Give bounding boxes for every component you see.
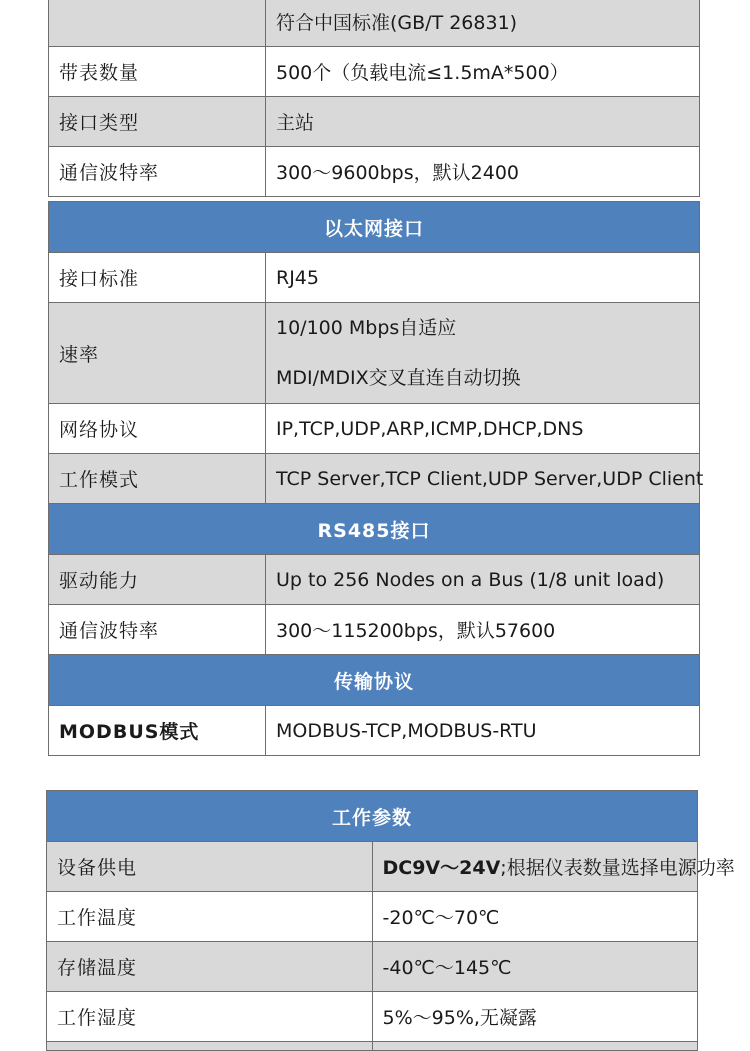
row-label: 通信波特率 <box>49 605 266 655</box>
row-label: 接口类型 <box>49 97 266 147</box>
modbus-label: MODBUS模式 <box>59 721 200 743</box>
section-header <box>49 202 700 253</box>
row-label: 网络协议 <box>49 404 266 454</box>
row-value <box>372 842 735 892</box>
row-label: 接口标准 <box>49 253 266 303</box>
row-label: 设备供电 <box>47 842 373 892</box>
row-label: 驱动能力 <box>49 555 266 605</box>
row-value <box>266 303 700 404</box>
power-note: ;根据仪表数量选择电源功率 <box>500 857 735 879</box>
table-row <box>49 404 700 454</box>
row-label: 速率 <box>49 303 266 404</box>
table-row <box>47 892 698 942</box>
row-label: 存储温度 <box>47 942 373 992</box>
table-row <box>49 147 700 197</box>
spec-table-working-params <box>46 790 735 1051</box>
table-row <box>49 706 700 756</box>
row-label: 工作湿度 <box>47 992 373 1042</box>
table-row <box>49 0 700 47</box>
row-value: 300～115200bps，默认57600 <box>266 605 700 655</box>
spec-table-interfaces <box>48 0 704 756</box>
row-value: IP,TCP,UDP,ARP,ICMP,DHCP,DNS <box>266 404 700 454</box>
row-value: 300～9600bps，默认2400 <box>266 147 700 197</box>
section-header <box>49 504 700 555</box>
row-value: 5%～95%,无凝露 <box>372 992 698 1042</box>
row-label: 工作模式 <box>49 454 266 504</box>
table-row <box>49 454 700 504</box>
table-row <box>49 97 700 147</box>
section-header <box>49 655 700 706</box>
section-title-ethernet: 以太网接口 <box>49 202 700 253</box>
row-value: MODBUS-TCP,MODBUS-RTU <box>266 706 700 756</box>
row-label: 通信波特率 <box>49 147 266 197</box>
row-value: RJ45 <box>266 253 700 303</box>
row-value: 主站 <box>266 97 700 147</box>
table-row <box>49 555 700 605</box>
section-header <box>47 791 698 842</box>
rate-line-1: 10/100 Mbps自适应 <box>276 317 457 339</box>
row-value: 符合中国标准(GB/T 26831) <box>266 0 700 47</box>
table-row <box>49 47 700 97</box>
power-range: DC9V～24V <box>382 857 501 879</box>
row-label: 工作温度 <box>47 892 373 942</box>
section-title-working: 工作参数 <box>47 791 698 842</box>
table-row <box>47 842 698 892</box>
table-row <box>49 605 700 655</box>
row-value: 500个（负载电流≤1.5mA*500） <box>266 47 700 97</box>
table-row <box>49 253 700 303</box>
row-label <box>49 706 266 756</box>
table-row <box>47 942 698 992</box>
rate-line-2: MDI/MDIX交叉直连自动切换 <box>276 367 521 389</box>
table-row <box>49 303 700 404</box>
table-row-partial <box>47 1042 698 1051</box>
section-title-protocol: 传输协议 <box>49 655 700 706</box>
row-value: -20℃～70℃ <box>372 892 698 942</box>
row-value: TCP Server,TCP Client,UDP Server,UDP Client <box>266 454 700 504</box>
row-value: Up to 256 Nodes on a Bus (1/8 unit load) <box>266 555 700 605</box>
row-label <box>49 0 266 47</box>
table-row <box>47 992 698 1042</box>
row-label: 带表数量 <box>49 47 266 97</box>
row-value: -40℃～145℃ <box>372 942 698 992</box>
section-title-rs485: RS485接口 <box>49 504 700 555</box>
